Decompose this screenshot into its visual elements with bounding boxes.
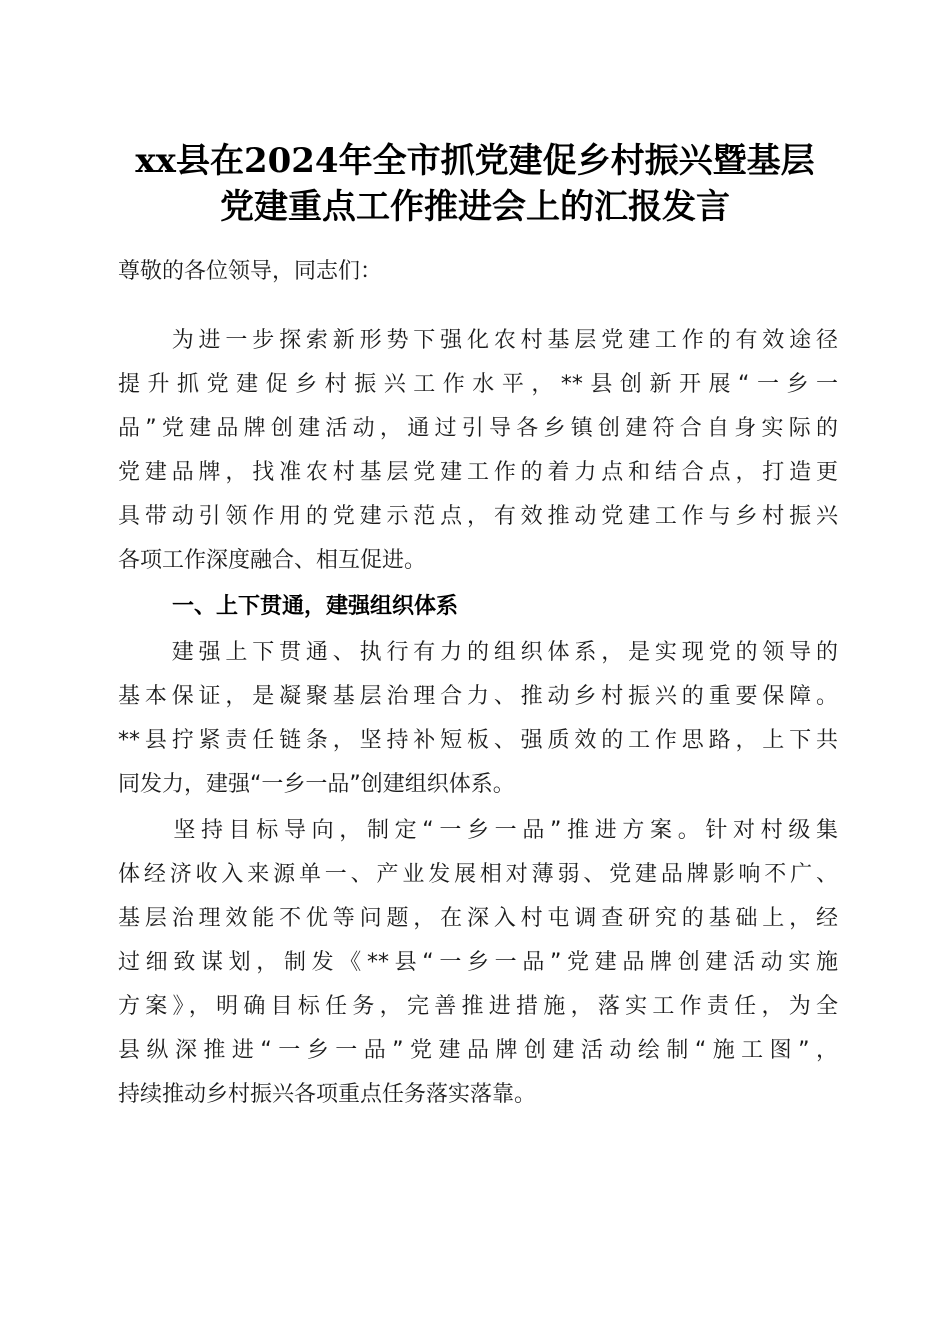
paragraph-1-line: 具带动引领作用的党建示范点，有效推动党建工作与乡村振兴	[118, 504, 838, 529]
paragraph-2-line: 同发力，建强“一乡一品”创建组织体系。	[118, 772, 515, 797]
paragraph-2-line: 基本保证，是凝聚基层治理合力、推动乡村振兴的重要保障。	[118, 684, 838, 709]
paragraph-3-line: 县纵深推进“一乡一品”党建品牌创建活动绘制“施工图”，	[118, 1038, 838, 1063]
paragraph-3-line: 过细致谋划，制发《**县“一乡一品”党建品牌创建活动实施	[118, 950, 838, 975]
paragraph-1-line: 品”党建品牌创建活动，通过引导各乡镇创建符合自身实际的	[118, 416, 838, 441]
paragraph-2-line: 建强上下贯通、执行有力的组织体系，是实现党的领导的	[118, 640, 838, 665]
paragraph-2-line: **县拧紧责任链条，坚持补短板、强质效的工作思路，上下共	[118, 728, 838, 753]
paragraph-3-line: 持续推动乡村振兴各项重点任务落实落靠。	[118, 1082, 537, 1107]
section-1-heading: 一、上下贯通，建强组织体系	[172, 594, 459, 619]
paragraph-1-line: 提升抓党建促乡村振兴工作水平，**县创新开展“一乡一	[118, 372, 838, 397]
paragraph-3-line: 基层治理效能不优等问题，在深入村屯调查研究的基础上，经	[118, 906, 838, 931]
paragraph-3-line: 方案》，明确目标任务，完善推进措施，落实工作责任，为全	[118, 994, 838, 1019]
paragraph-3-line: 体经济收入来源单一、产业发展相对薄弱、党建品牌影响不广、	[118, 862, 838, 887]
paragraph-1-line: 为进一步探索新形势下强化农村基层党建工作的有效途径	[118, 328, 838, 353]
paragraph-3-line: 坚持目标导向，制定“一乡一品”推进方案。针对村级集	[118, 818, 838, 843]
paragraph-1-line: 各项工作深度融合、相互促进。	[118, 548, 427, 573]
document-title-line-1: xx县在2024年全市抓党建促乡村振兴暨基层	[135, 141, 815, 181]
salutation: 尊敬的各位领导，同志们：	[118, 259, 383, 284]
paragraph-1-line: 党建品牌，找准农村基层党建工作的着力点和结合点，打造更	[118, 460, 838, 485]
document-title-line-2: 党建重点工作推进会上的汇报发言	[220, 187, 730, 227]
